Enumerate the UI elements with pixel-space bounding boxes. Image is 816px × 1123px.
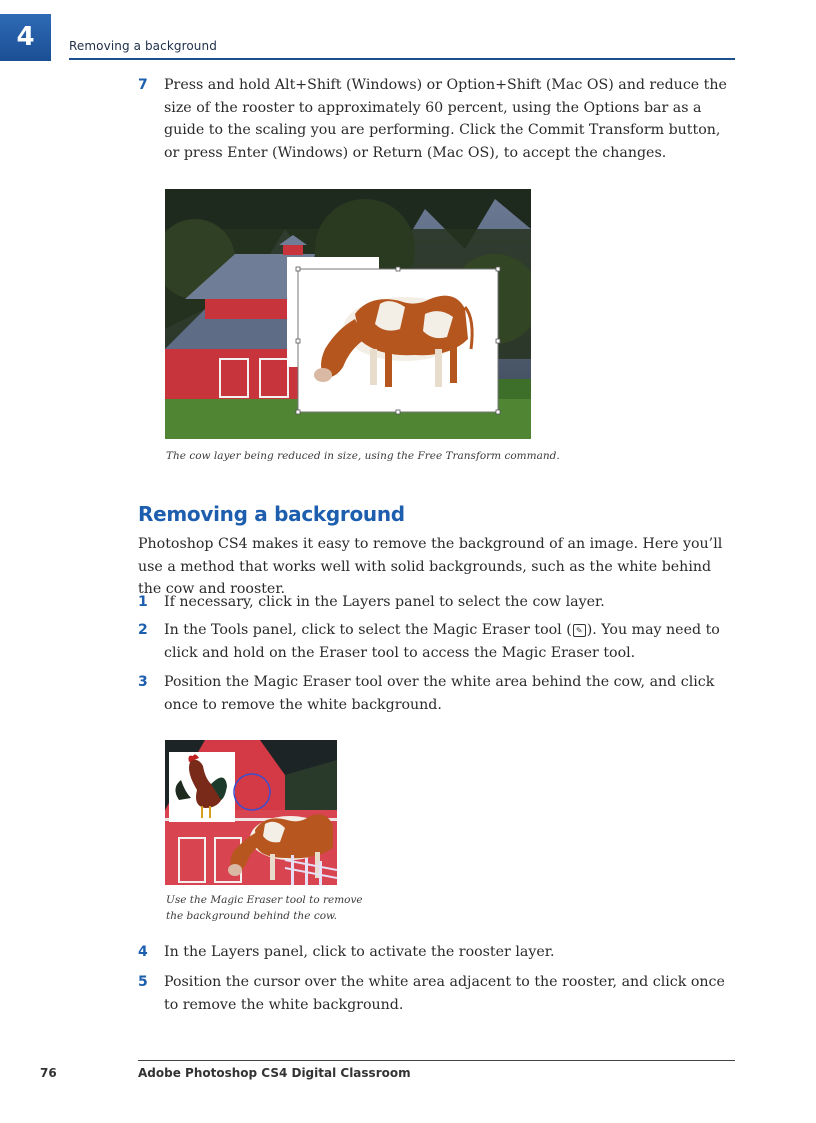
step-5 <box>138 971 738 1016</box>
figure-magic-eraser-image <box>165 740 337 885</box>
step-number: 5 <box>138 974 148 990</box>
step-number: 4 <box>138 944 148 960</box>
section-heading: Removing a background <box>138 502 405 526</box>
book-title: Adobe Photoshop CS4 Digital Classroom <box>138 1066 411 1080</box>
step-7 <box>138 74 738 164</box>
figure-caption: The cow layer being reduced in size, using the Free Transform command. <box>166 450 560 462</box>
step-text: Press and hold Alt+Shift (Windows) or Option+Shift (Mac OS) and reduce the size of the rooster to approximately 60 percent, using the Options bar as a guide to the scaling you are performing. Click the Commit Transform button, or press Enter (Windows) or Return (Mac OS), to accept the changes. <box>164 77 727 161</box>
figure-caption-line: the background behind the cow. <box>166 910 338 922</box>
magic-eraser-icon: ✎ <box>573 624 586 637</box>
step-3 <box>138 671 738 716</box>
step-text: In the Layers panel, click to activate the rooster layer. <box>164 944 555 960</box>
step-text-part: In the Tools panel, click to select the Magic Eraser tool ( <box>164 622 572 638</box>
step-text <box>164 619 738 664</box>
step-1 <box>138 591 738 614</box>
step-text: Position the cursor over the white area adjacent to the rooster, and click once to remove the white background. <box>164 974 725 1013</box>
step-number: 2 <box>138 622 148 638</box>
figure-caption <box>166 892 363 924</box>
figure-caption-line: Use the Magic Eraser tool to remove <box>166 894 363 906</box>
step-number: 1 <box>138 594 148 610</box>
section-intro: Photoshop CS4 makes it easy to remove the background of an image. Here you’ll use a method that works well with solid backgrounds, such as the white behind the cow and rooster. <box>138 536 723 597</box>
step-4 <box>138 941 738 964</box>
step-text: Position the Magic Eraser tool over the white area behind the cow, and click once to remove the white background. <box>164 674 715 713</box>
figure-magic-eraser <box>165 740 337 885</box>
page-number: 76 <box>40 1066 57 1080</box>
step-number: 3 <box>138 674 148 690</box>
running-header-title: Removing a background <box>69 39 217 53</box>
chapter-tab: 4 <box>0 14 51 61</box>
header-divider <box>69 58 735 60</box>
figure-cow-transform <box>165 189 531 439</box>
step-2 <box>138 619 738 664</box>
step-text-part: ). You may need to click and hold on the Eraser tool to access the Magic Eraser tool. <box>164 622 720 661</box>
step-text: If necessary, click in the Layers panel to select the cow layer. <box>164 594 605 610</box>
figure-cow-transform-image <box>165 189 531 439</box>
footer-divider <box>138 1060 735 1061</box>
step-number: 7 <box>138 77 148 93</box>
